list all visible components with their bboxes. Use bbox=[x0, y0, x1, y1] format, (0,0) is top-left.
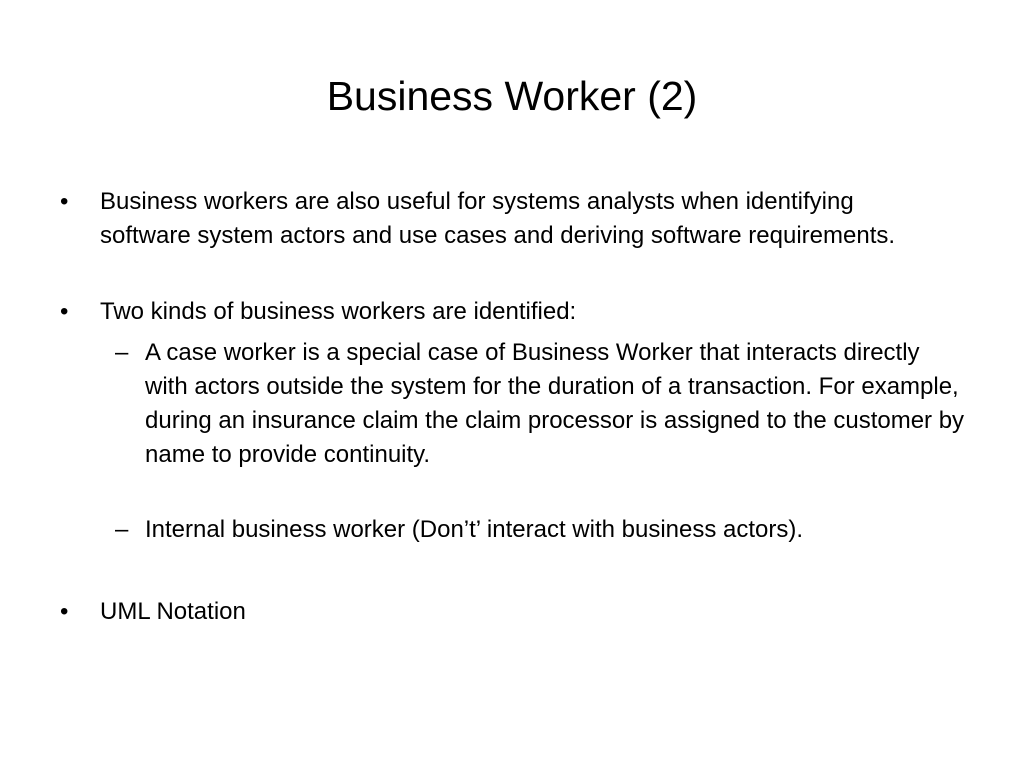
bullet-item bbox=[60, 295, 920, 329]
bullet-text: UML Notation bbox=[100, 598, 246, 625]
bullet-item bbox=[60, 595, 920, 629]
sub-bullet-text: A case worker is a special case of Business Worker that interacts directly with actors outside the system for the duration of a transaction. For example, during an insurance claim the claim processor is assigned to the customer by name to provide continuity. bbox=[145, 339, 965, 468]
bullet-marker: • bbox=[60, 188, 69, 215]
slide-title: Business Worker (2) bbox=[326, 73, 698, 119]
bullet-text: Business workers are also useful for systems analysts when identifying software system actors and use cases and deriving software requirements. bbox=[100, 188, 896, 249]
bullet-marker: • bbox=[60, 298, 69, 325]
bullet-marker: • bbox=[60, 598, 69, 625]
sub-bullet-item bbox=[115, 336, 965, 472]
sub-bullet-text: Internal business worker (Don’t’ interact with business actors). bbox=[145, 516, 804, 543]
bullet-item bbox=[60, 185, 920, 253]
sub-bullet-marker: – bbox=[115, 339, 129, 366]
sub-bullet-marker: – bbox=[115, 516, 129, 543]
bullet-text: Two kinds of business workers are identified: bbox=[100, 298, 577, 325]
sub-bullet-item bbox=[115, 513, 965, 547]
